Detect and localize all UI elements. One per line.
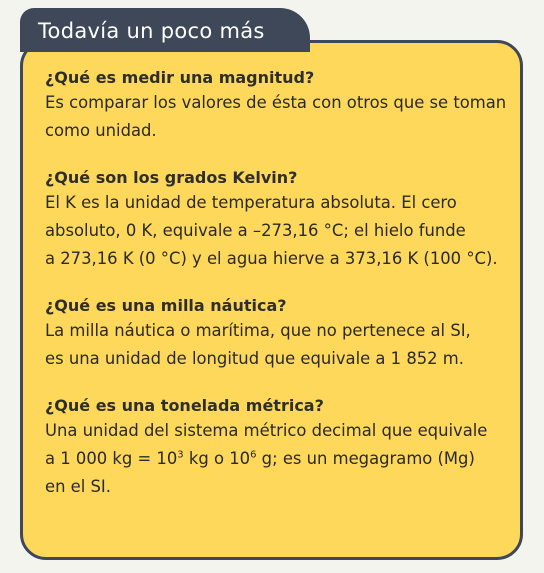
answer-text: g; es un megagramo (Mg)	[256, 449, 475, 468]
question: ¿Qué es una tonelada métrica?	[45, 396, 324, 415]
answer	[45, 189, 515, 273]
question: ¿Qué es medir una magnitud?	[45, 68, 315, 87]
answer-text: kg o 10	[183, 449, 251, 468]
answer	[45, 317, 515, 373]
answer	[45, 417, 515, 501]
answer-line: es una unidad de longitud que equivale a 1 852 m.	[45, 349, 464, 368]
exponent: 6	[250, 449, 257, 461]
answer-line: como unidad.	[45, 121, 157, 140]
answer-line: absoluto, 0 K, equivale a –273,16 °C; el hielo funde	[45, 221, 466, 240]
answer-line: a 273,16 K (0 °C) y el agua hierve a 373,16 K (100 °C).	[45, 249, 498, 268]
box-title: Todavía un poco más	[38, 19, 265, 43]
question: ¿Qué es una milla náutica?	[45, 296, 287, 315]
question: ¿Qué son los grados Kelvin?	[45, 168, 298, 187]
answer-line-with-exponents	[45, 445, 515, 473]
answer-line: en el SI.	[45, 477, 111, 496]
answer-line: Es comparar los valores de ésta con otros que se toman	[45, 93, 507, 112]
qa-item-medir-magnitud	[45, 67, 515, 145]
answer	[45, 89, 515, 145]
qa-item-grados-kelvin	[45, 167, 515, 273]
exponent: 3	[177, 449, 184, 461]
qa-item-milla-nautica	[45, 295, 515, 373]
answer-text: a 1 000 kg = 10	[45, 449, 178, 468]
answer-line: El K es la unidad de temperatura absoluta. El cero	[45, 193, 457, 212]
qa-list	[45, 67, 515, 523]
answer-line: La milla náutica o marítima, que no pertenece al SI,	[45, 321, 471, 340]
answer-line: Una unidad del sistema métrico decimal que equivale	[45, 421, 488, 440]
qa-item-tonelada-metrica	[45, 395, 515, 501]
